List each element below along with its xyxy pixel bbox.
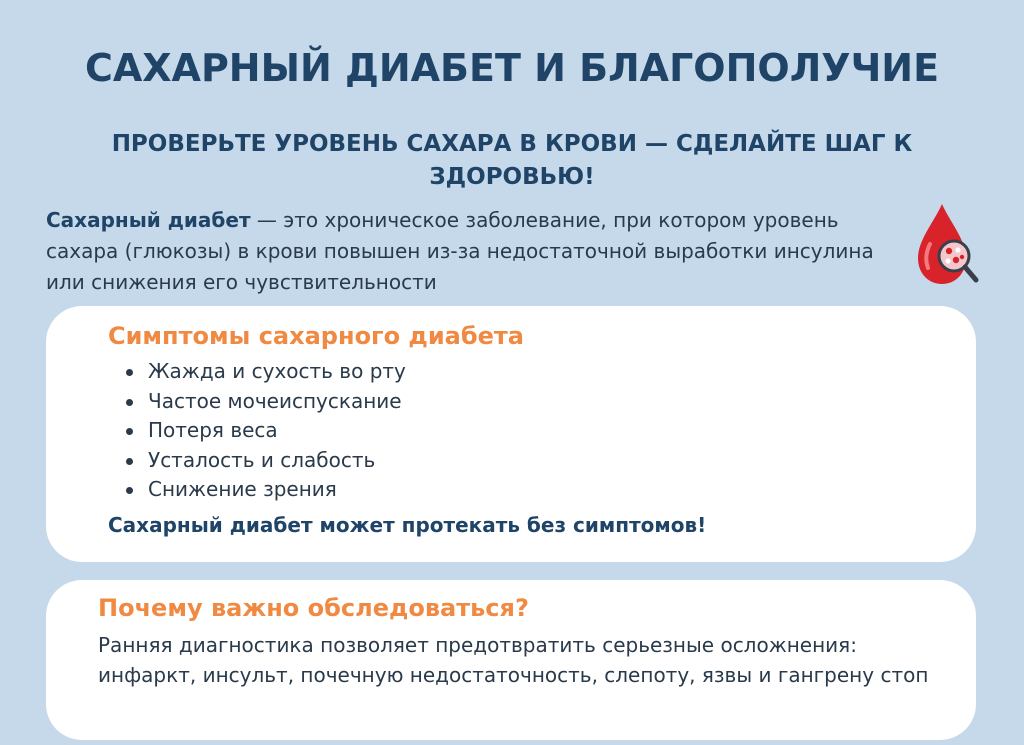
symptom-item: Жажда и сухость во рту [124,357,406,387]
intro-term: Сахарный диабет [46,208,251,232]
symptoms-card [46,306,976,562]
symptoms-list [124,357,406,505]
intro-paragraph [46,205,906,298]
intro-definition: — это хроническое заболевание, при котором уровень сахара (глюкозы) в крови повышен из-за недостаточной выработки инсулина или снижения его чувствительности [46,208,874,294]
symptoms-heading: Симптомы сахарного диабета [108,322,524,350]
symptom-item: Снижение зрения [124,475,406,505]
symptom-item: Потеря веса [124,416,406,446]
why-card [46,580,976,740]
symptom-item: Частое мочеиспускание [124,387,406,417]
why-text: Ранняя диагностика позволяет предотвратить серьезные осложнения: инфаркт, инсульт, почечную недостаточность, слепоту, язвы и гангрену стоп [98,633,929,687]
symptom-item: Усталость и слабость [124,446,406,476]
symptoms-warning: Сахарный диабет может протекать без симптомов! [108,513,707,537]
page-title: САХАРНЫЙ ДИАБЕТ И БЛАГОПОЛУЧИЕ [84,46,940,90]
blood-drop-magnifier-icon [912,200,984,288]
page-subtitle: ПРОВЕРЬТЕ УРОВЕНЬ САХАРА В КРОВИ — СДЕЛАЙТЕ ШАГ К ЗДОРОВЬЮ! [111,131,913,190]
why-heading: Почему важно обследоваться? [98,594,529,622]
